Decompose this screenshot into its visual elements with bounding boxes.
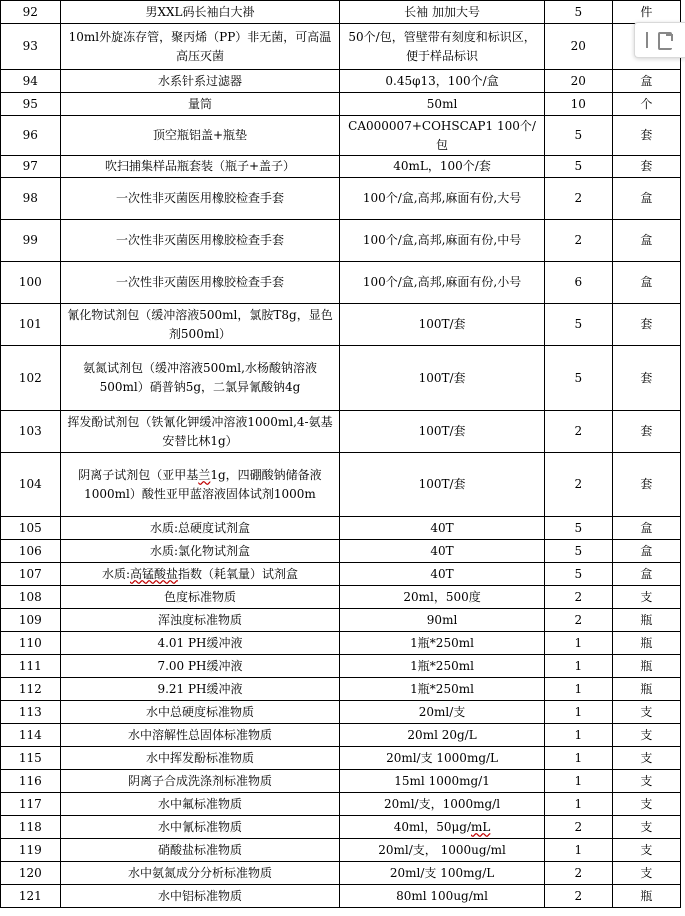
table-row (1, 411, 681, 453)
row-number-cell: 109 (1, 609, 61, 632)
item-name-cell: 浑浊度标准物质 (60, 609, 340, 632)
item-name-cell: 硝酸盐标准物质 (60, 839, 340, 862)
row-number-cell: 108 (1, 586, 61, 609)
item-name-cell: 水质:总硬度试剂盒 (60, 517, 340, 540)
item-unit-cell: 套 (612, 453, 680, 517)
item-unit-cell: 盒 (612, 262, 680, 304)
item-name-cell: 水中挥发酚标准物质 (60, 747, 340, 770)
table-row (1, 517, 681, 540)
item-name-segment: 兰 (198, 467, 211, 482)
item-name-cell (60, 563, 340, 586)
table-row (1, 701, 681, 724)
table-row (1, 24, 681, 70)
row-number-cell: 94 (1, 70, 61, 93)
item-quantity-cell: 2 (544, 862, 612, 885)
item-spec-cell: 100T/套 (340, 411, 544, 453)
row-number-cell: 98 (1, 178, 61, 220)
item-spec-cell: 80ml 100ug/ml (340, 885, 544, 908)
item-name-cell (60, 453, 340, 517)
item-spec-cell: 40mL，100个/套 (340, 156, 544, 178)
row-number-cell: 100 (1, 262, 61, 304)
item-quantity-cell: 2 (544, 885, 612, 908)
row-number-cell: 120 (1, 862, 61, 885)
row-number-cell: 115 (1, 747, 61, 770)
row-number-cell: 112 (1, 678, 61, 701)
table-row (1, 346, 681, 411)
row-number-cell: 97 (1, 156, 61, 178)
item-unit-cell: 套 (612, 116, 680, 156)
item-quantity-cell: 2 (544, 816, 612, 839)
table-row (1, 839, 681, 862)
item-spec-cell: 1瓶*250ml (340, 678, 544, 701)
item-name-cell: 色度标准物质 (60, 586, 340, 609)
item-name-segment: 高锰酸盐 (129, 566, 178, 581)
table-row (1, 655, 681, 678)
row-number-cell: 119 (1, 839, 61, 862)
table-row (1, 540, 681, 563)
item-unit-cell: 支 (612, 701, 680, 724)
item-unit-cell: 瓶 (612, 632, 680, 655)
item-name-cell: 水中总硬度标准物质 (60, 701, 340, 724)
row-number-cell: 92 (1, 1, 61, 24)
item-quantity-cell: 5 (544, 156, 612, 178)
item-quantity-cell: 6 (544, 262, 612, 304)
row-number-cell: 105 (1, 517, 61, 540)
item-unit-cell: 盒 (612, 70, 680, 93)
item-name-cell: 水中氨氮成分分析标准物质 (60, 862, 340, 885)
item-spec-segment: 40ml，50μg/ (393, 819, 472, 834)
item-quantity-cell: 2 (544, 609, 612, 632)
item-unit-cell: 盒 (612, 563, 680, 586)
item-quantity-cell: 20 (544, 24, 612, 70)
item-quantity-cell: 2 (544, 411, 612, 453)
inventory-table-body (1, 1, 681, 908)
item-spec-cell: 20ml/支 100mg/L (340, 862, 544, 885)
item-quantity-cell: 5 (544, 116, 612, 156)
item-name-cell: 9.21 PH缓冲液 (60, 678, 340, 701)
item-name-cell: 吹扫捕集样品瓶套装（瓶子+盖子） (60, 156, 340, 178)
table-row (1, 1, 681, 24)
item-quantity-cell: 2 (544, 220, 612, 262)
table-row (1, 816, 681, 839)
item-name-cell: 挥发酚试剂包（铁氰化钾缓冲溶液1000ml,4-氨基安替比林1g） (60, 411, 340, 453)
item-quantity-cell: 1 (544, 632, 612, 655)
item-unit-cell: 瓶 (612, 678, 680, 701)
row-number-cell: 104 (1, 453, 61, 517)
item-quantity-cell: 1 (544, 839, 612, 862)
item-spec-cell: 40T (340, 540, 544, 563)
divider-icon (646, 32, 648, 48)
item-spec-cell: CA000007+COHSCAP1 100个/包 (340, 116, 544, 156)
item-name-cell: 量筒 (60, 93, 340, 116)
table-row (1, 453, 681, 517)
item-quantity-cell: 2 (544, 178, 612, 220)
item-name-segment: 1g，四硼酸钠储备液1000ml）酸性亚甲蓝溶液固体试剂1000m (84, 467, 322, 501)
item-name-segment: 水质: (101, 566, 130, 581)
item-spec-cell: 20ml/支， 1000ug/ml (340, 839, 544, 862)
item-spec-cell: 20ml/支，1000mg/l (340, 793, 544, 816)
item-spec-cell (340, 816, 544, 839)
row-number-cell: 110 (1, 632, 61, 655)
row-number-cell: 114 (1, 724, 61, 747)
item-quantity-cell: 5 (544, 540, 612, 563)
item-unit-cell: 盒 (612, 517, 680, 540)
item-spec-cell: 1瓶*250ml (340, 655, 544, 678)
item-name-cell: 水中溶解性总固体标准物质 (60, 724, 340, 747)
item-unit-cell: 支 (612, 839, 680, 862)
table-row (1, 632, 681, 655)
row-number-cell: 113 (1, 701, 61, 724)
item-name-cell: 阴离子合成洗涤剂标准物质 (60, 770, 340, 793)
table-row (1, 262, 681, 304)
table-row (1, 93, 681, 116)
row-number-cell: 107 (1, 563, 61, 586)
row-number-cell: 99 (1, 220, 61, 262)
item-spec-cell: 40T (340, 563, 544, 586)
table-row (1, 116, 681, 156)
table-row (1, 609, 681, 632)
item-spec-cell: 50ml (340, 93, 544, 116)
row-number-cell: 121 (1, 885, 61, 908)
item-quantity-cell: 1 (544, 770, 612, 793)
item-name-cell: 氰化物试剂包（缓冲溶液500ml，氯胺T8g，显色剂500ml） (60, 304, 340, 346)
item-name-cell: 一次性非灭菌医用橡胶检查手套 (60, 262, 340, 304)
item-unit-cell: 个 (612, 93, 680, 116)
row-number-cell: 103 (1, 411, 61, 453)
item-unit-cell: 套 (612, 156, 680, 178)
item-spec-segment: mL (471, 819, 491, 834)
item-unit-cell: 支 (612, 586, 680, 609)
item-name-segment: 阴离子试剂包（亚甲基 (78, 467, 199, 482)
item-name-cell: 一次性非灭菌医用橡胶检查手套 (60, 220, 340, 262)
table-row (1, 563, 681, 586)
item-unit-cell: 支 (612, 770, 680, 793)
item-spec-cell: 15ml 1000mg/1 (340, 770, 544, 793)
row-number-cell: 118 (1, 816, 61, 839)
item-quantity-cell: 1 (544, 701, 612, 724)
table-row (1, 747, 681, 770)
table-row (1, 156, 681, 178)
item-spec-cell: 20ml 20g/L (340, 724, 544, 747)
item-quantity-cell: 1 (544, 678, 612, 701)
table-row (1, 678, 681, 701)
row-number-cell: 95 (1, 93, 61, 116)
item-name-cell: 4.01 PH缓冲液 (60, 632, 340, 655)
item-unit-cell: 支 (612, 816, 680, 839)
item-unit-cell: 套 (612, 346, 680, 411)
item-name-cell: 水中铝标准物质 (60, 885, 340, 908)
row-number-cell: 117 (1, 793, 61, 816)
item-spec-cell: 20ml/支 (340, 701, 544, 724)
row-number-cell: 111 (1, 655, 61, 678)
row-number-cell: 93 (1, 24, 61, 70)
table-row (1, 178, 681, 220)
item-name-cell: 水中氰标准物质 (60, 816, 340, 839)
item-name-segment: 指数（耗氧量）试剂盒 (178, 566, 299, 581)
item-name-cell: 男XXL码长袖白大褂 (60, 1, 340, 24)
item-spec-cell: 20ml/支 1000mg/L (340, 747, 544, 770)
item-spec-cell: 40T (340, 517, 544, 540)
item-name-cell: 7.00 PH缓冲液 (60, 655, 340, 678)
item-name-cell: 顶空瓶铝盖+瓶垫 (60, 116, 340, 156)
item-spec-cell: 100个/盒,高邦,麻面有份,大号 (340, 178, 544, 220)
item-unit-cell: 盒 (612, 220, 680, 262)
item-name-cell: 氨氮试剂包（缓冲溶液500ml,水杨酸钠溶液500ml）硝普钠5g，二氯异氰酸钠4g (60, 346, 340, 411)
item-unit-cell: 瓶 (612, 655, 680, 678)
item-spec-cell: 100T/套 (340, 346, 544, 411)
item-quantity-cell: 5 (544, 304, 612, 346)
side-panel-toggle[interactable] (634, 22, 685, 58)
row-number-cell: 101 (1, 304, 61, 346)
table-row (1, 220, 681, 262)
item-quantity-cell: 5 (544, 517, 612, 540)
table-row (1, 862, 681, 885)
item-unit-cell: 支 (612, 724, 680, 747)
item-quantity-cell: 20 (544, 70, 612, 93)
item-spec-cell: 90ml (340, 609, 544, 632)
item-quantity-cell: 1 (544, 655, 612, 678)
table-row (1, 586, 681, 609)
table-row (1, 304, 681, 346)
row-number-cell: 96 (1, 116, 61, 156)
item-spec-cell: 100T/套 (340, 453, 544, 517)
item-quantity-cell: 5 (544, 563, 612, 586)
item-quantity-cell: 1 (544, 793, 612, 816)
item-quantity-cell: 2 (544, 453, 612, 517)
item-unit-cell: 支 (612, 793, 680, 816)
item-name-cell: 水中氟标准物质 (60, 793, 340, 816)
item-spec-cell: 50个/包，管壁带有刻度和标识区，便于样品标识 (340, 24, 544, 70)
table-row (1, 793, 681, 816)
item-unit-cell: 盒 (612, 540, 680, 563)
item-name-cell: 一次性非灭菌医用橡胶检查手套 (60, 178, 340, 220)
table-row (1, 770, 681, 793)
item-name-cell: 10ml外旋冻存管，聚丙烯（PP）非无菌，可高温高压灭菌 (60, 24, 340, 70)
item-spec-cell: 100个/盒,高邦,麻面有份,中号 (340, 220, 544, 262)
item-quantity-cell: 2 (544, 586, 612, 609)
row-number-cell: 106 (1, 540, 61, 563)
item-quantity-cell: 5 (544, 346, 612, 411)
item-quantity-cell: 5 (544, 1, 612, 24)
row-number-cell: 102 (1, 346, 61, 411)
table-row (1, 885, 681, 908)
item-unit-cell: 套 (612, 411, 680, 453)
table-row (1, 70, 681, 93)
item-spec-cell: 100个/盒,高邦,麻面有份,小号 (340, 262, 544, 304)
item-unit-cell: 支 (612, 747, 680, 770)
item-name-cell: 水质:氯化物试剂盒 (60, 540, 340, 563)
item-spec-cell: 0.45φ13，100个/盒 (340, 70, 544, 93)
item-quantity-cell: 1 (544, 724, 612, 747)
item-unit-cell: 套 (612, 304, 680, 346)
item-spec-cell: 1瓶*250ml (340, 632, 544, 655)
item-unit-cell: 支 (612, 862, 680, 885)
item-unit-cell: 件 (612, 1, 680, 24)
arrow-icon (666, 34, 673, 41)
row-number-cell: 116 (1, 770, 61, 793)
item-spec-cell: 长袖 加加大号 (340, 1, 544, 24)
item-spec-cell: 100T/套 (340, 304, 544, 346)
item-unit-cell: 瓶 (612, 609, 680, 632)
item-quantity-cell: 1 (544, 747, 612, 770)
item-spec-cell: 20ml，500度 (340, 586, 544, 609)
table-row (1, 724, 681, 747)
item-unit-cell: 盒 (612, 178, 680, 220)
item-quantity-cell: 10 (544, 93, 612, 116)
item-name-cell: 水系针系过滤器 (60, 70, 340, 93)
item-unit-cell: 瓶 (612, 885, 680, 908)
